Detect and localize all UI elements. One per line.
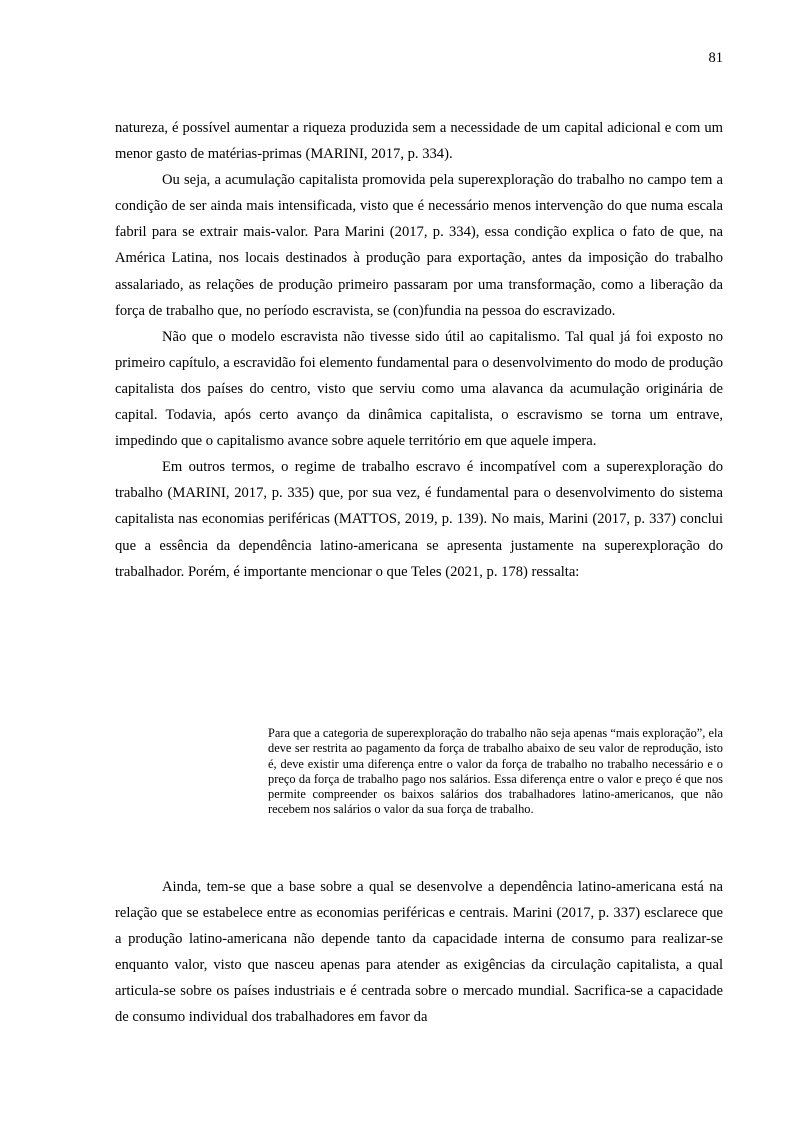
page-number: 81 xyxy=(708,50,723,66)
main-text xyxy=(115,115,723,585)
closing-text xyxy=(115,874,723,1031)
paragraph: Ou seja, a acumulação capitalista promovida pela superexploração do trabalho no campo tem a condição de ser ainda mais intensificada, visto que é necessário menos intervenção do que numa escala fabril para se extrair mais-valor. Para Marini (2017, p. 334), essa condição explica o fato de que, na América Latina, nos locais destinados à produção para exportação, antes da imposição do trabalho assalariado, as relações de produção primeiro passaram por uma transformação, como a liberação da força de trabalho que, no período escravista, se (con)fundia na pessoa do escravizado. xyxy=(115,172,723,319)
block-quote: Para que a categoria de superexploração do trabalho não seja apenas “mais exploração”, ela deve ser restrita ao pagamento da força de trabalho abaixo de seu valor de reprodução, isto é, deve existir uma diferença entre o valor da força de trabalho no trabalho necessário e o preço da força de trabalho pago nos salários. Essa diferença entre o valor e preço é que nos permite compreender os baixos salários dos trabalhadores latino-americanos, que não recebem nos salários o valor da sua força de trabalho. xyxy=(268,726,723,817)
paragraph: natureza, é possível aumentar a riqueza produzida sem a necessidade de um capital adicional e com um menor gasto de matérias-primas (MARINI, 2017, p. 334). xyxy=(115,120,723,163)
paragraph: Não que o modelo escravista não tivesse sido útil ao capitalismo. Tal qual já foi exposto no primeiro capítulo, a escravidão foi elemento fundamental para o desenvolvimento do modo de produção capitalista dos países do centro, visto que serviu como uma alavanca da acumulação originária de capital. Todavia, após certo avanço da dinâmica capitalista, o escravismo se torna um entrave, impedindo que o capitalismo avance sobre aquele território em que aquele impera. xyxy=(115,328,723,450)
paragraph: Em outros termos, o regime de trabalho escravo é incompatível com a superexploração do trabalho (MARINI, 2017, p. 335) que, por sua vez, é fundamental para o desenvolvimento do sistema capitalista nas economias periféricas (MATTOS, 2019, p. 139). No mais, Marini (2017, p. 337) conclui que a essência da dependência latino-americana se apresenta justamente na superexploração do trabalhador. Porém, é importante mencionar o que Teles (2021, p. 178) ressalta: xyxy=(115,459,723,580)
paragraph: Ainda, tem-se que a base sobre a qual se desenvolve a dependência latino-americana está na relação que se estabelece entre as economias periféricas e centrais. Marini (2017, p. 337) esclarece que a produção latino-americana não depende tanto da capacidade interna de consumo para realizar-se enquanto valor, visto que nasceu apenas para atender as exigências da circulação capitalista, a qual articula-se sobre os países industriais e é centrada sobre o mercado mundial. Sacrifica-se a capacidade de consumo individual dos trabalhadores em favor da xyxy=(115,879,723,1026)
